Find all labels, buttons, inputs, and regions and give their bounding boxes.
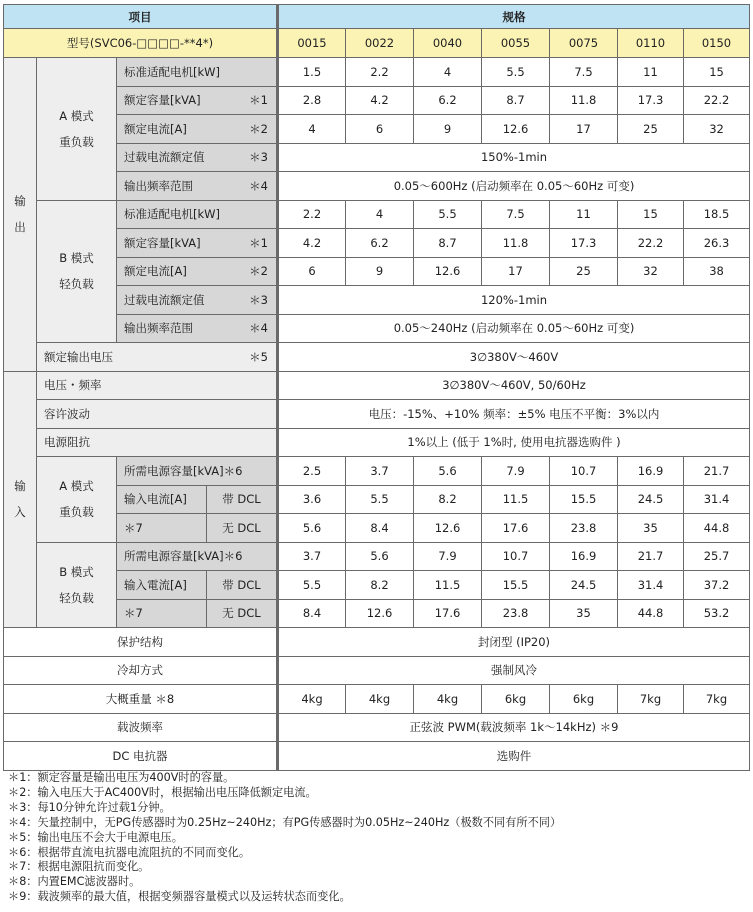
value-cell: 5.5 xyxy=(278,571,346,600)
freq-range-label: 输出频率范围 ＊4 xyxy=(117,172,278,201)
table-row xyxy=(4,371,750,400)
footnote-item: ＊4：矢量控制中，无PG传感器时为0.25Hz~240Hz；有PG传感器时为0.05Hz~240Hz（极数不同有所不同） xyxy=(8,815,562,829)
value-cell: 31.4 xyxy=(618,571,684,600)
input-mode-label: B 模式 轻负载 xyxy=(37,542,117,628)
value-cell: 5.6 xyxy=(278,514,346,543)
footnotes xyxy=(8,771,561,905)
footnote-marker: ＊5 xyxy=(249,349,268,364)
value-cell: 4.2 xyxy=(346,86,414,115)
value-cell: 11 xyxy=(550,200,618,229)
value-cell: 17 xyxy=(550,115,618,144)
footnote-marker: ＊2 xyxy=(249,121,268,136)
table-row xyxy=(4,656,750,685)
output-mode-label: B 模式 轻负载 xyxy=(37,200,117,343)
output-row-label: 额定电流[A] ＊2 xyxy=(117,257,278,286)
value-cell: 11.5 xyxy=(414,571,482,600)
freq-range-value: 0.05～600Hz (启动频率在 0.05～60Hz 可变) xyxy=(278,172,750,201)
table-row xyxy=(4,400,750,429)
dcl-without-label: 无 DCL xyxy=(207,514,278,543)
value-cell: 18.5 xyxy=(684,200,750,229)
footnote-marker: ＊7 xyxy=(117,599,207,628)
footnote-marker: ＊1 xyxy=(249,93,268,108)
value-cell: 5.6 xyxy=(414,457,482,486)
value-cell: 2.2 xyxy=(278,200,346,229)
model-code: 0022 xyxy=(346,29,414,58)
value-cell: 2.2 xyxy=(346,58,414,87)
table-row xyxy=(4,58,750,87)
weight-label: 大概重量 ＊8 xyxy=(4,685,278,714)
dcl-with-label: 带 DCL xyxy=(207,571,278,600)
value-cell: 5.6 xyxy=(346,542,414,571)
value-cell: 11.5 xyxy=(482,485,550,514)
table-row xyxy=(4,713,750,742)
value-cell: 11.8 xyxy=(482,229,550,258)
dcl-without-label: 无 DCL xyxy=(207,599,278,628)
cooling-value: 强制风冷 xyxy=(278,656,750,685)
value-cell: 15 xyxy=(618,200,684,229)
output-group-label: 输 出 xyxy=(4,58,37,372)
output-row-label: 额定容量[kVA] ＊1 xyxy=(117,229,278,258)
value-cell: 7.9 xyxy=(482,457,550,486)
weight-value: 4kg xyxy=(278,685,346,714)
table-row xyxy=(4,343,750,372)
rated-voltage-value: 3∅380V～460V xyxy=(278,343,750,372)
model-label: 型号(SVC06-□□□□-**4*) xyxy=(4,29,278,58)
value-cell: 22.2 xyxy=(684,86,750,115)
value-cell: 16.9 xyxy=(618,457,684,486)
table-row xyxy=(4,5,750,29)
value-cell: 44.8 xyxy=(618,599,684,628)
model-code: 0075 xyxy=(550,29,618,58)
value-cell: 35 xyxy=(618,514,684,543)
value-cell: 37.2 xyxy=(684,571,750,600)
table-row xyxy=(4,29,750,58)
footnote-marker: ＊2 xyxy=(249,264,268,279)
dc-reactor-value: 选购件 xyxy=(278,742,750,771)
value-cell: 17.6 xyxy=(414,599,482,628)
value-cell: 22.2 xyxy=(618,229,684,258)
weight-value: 7kg xyxy=(684,685,750,714)
footnote-marker: ＊1 xyxy=(249,235,268,250)
table-row xyxy=(4,457,750,486)
dc-reactor-label: DC 电抗器 xyxy=(4,742,278,771)
value-cell: 21.7 xyxy=(618,542,684,571)
value-cell: 17.3 xyxy=(550,229,618,258)
table-row xyxy=(4,628,750,657)
value-cell: 8.4 xyxy=(278,599,346,628)
overload-value: 150%-1min xyxy=(278,143,750,172)
output-mode-label: A 模式 重负载 xyxy=(37,58,117,201)
value-cell: 7.5 xyxy=(482,200,550,229)
value-cell: 10.7 xyxy=(482,542,550,571)
freq-range-value: 0.05～240Hz (启动频率在 0.05～60Hz 可变) xyxy=(278,314,750,343)
value-cell: 5.5 xyxy=(482,58,550,87)
rated-voltage-label: 额定输出电压 ＊5 xyxy=(37,343,278,372)
value-cell: 17.3 xyxy=(618,86,684,115)
value-cell: 53.2 xyxy=(684,599,750,628)
value-cell: 15.5 xyxy=(482,571,550,600)
input-current-label: 输入电流[A] xyxy=(117,485,207,514)
value-cell: 8.2 xyxy=(414,485,482,514)
value-cell: 4 xyxy=(414,58,482,87)
footnote-item: ＊7：根据电源阻抗而变化。 xyxy=(8,860,150,874)
table-row xyxy=(4,542,750,571)
value-cell: 44.8 xyxy=(684,514,750,543)
overload-label: 过载电流额定值 ＊3 xyxy=(117,143,278,172)
value-cell: 6 xyxy=(278,257,346,286)
value-cell: 5.5 xyxy=(414,200,482,229)
footnote-item: ＊3：每10分钟允许过载1分钟。 xyxy=(8,800,171,814)
value-cell: 10.7 xyxy=(550,457,618,486)
fluctuation-value: 电压：-15%、+10% 频率：±5% 电压不平衡：3%以内 xyxy=(278,400,750,429)
weight-value: 7kg xyxy=(618,685,684,714)
value-cell: 25 xyxy=(550,257,618,286)
model-code: 0150 xyxy=(684,29,750,58)
value-cell: 12.6 xyxy=(482,115,550,144)
output-row-label: 额定容量[kVA] ＊1 xyxy=(117,86,278,115)
value-cell: 8.7 xyxy=(482,86,550,115)
value-cell: 3.7 xyxy=(346,457,414,486)
value-cell: 3.6 xyxy=(278,485,346,514)
table-body xyxy=(4,5,750,771)
value-cell: 8.2 xyxy=(346,571,414,600)
footnote-item: ＊9：载波频率的最大值，根据变频器容量模式以及运转状态而变化。 xyxy=(8,890,351,904)
value-cell: 35 xyxy=(550,599,618,628)
footnote-marker: ＊3 xyxy=(249,292,268,307)
footnote-item: ＊8：内置EMC滤波器时。 xyxy=(8,875,141,889)
value-cell: 1.5 xyxy=(278,58,346,87)
table-row xyxy=(4,742,750,771)
value-cell: 17 xyxy=(482,257,550,286)
value-cell: 12.6 xyxy=(414,257,482,286)
value-cell: 26.3 xyxy=(684,229,750,258)
value-cell: 4.2 xyxy=(278,229,346,258)
value-cell: 11 xyxy=(618,58,684,87)
table-row xyxy=(4,685,750,714)
protection-label: 保护结构 xyxy=(4,628,278,657)
value-cell: 32 xyxy=(618,257,684,286)
value-cell: 8.7 xyxy=(414,229,482,258)
value-cell: 4 xyxy=(278,115,346,144)
impedance-value: 1%以上 (低于 1%时, 使用电抗器选购件 ) xyxy=(278,428,750,457)
value-cell: 17.6 xyxy=(482,514,550,543)
value-cell: 23.8 xyxy=(482,599,550,628)
input-voltage-value: 3∅380V～460V, 50/60Hz xyxy=(278,371,750,400)
value-cell: 5.5 xyxy=(346,485,414,514)
model-code: 0040 xyxy=(414,29,482,58)
carrier-frequency-value: 正弦波 PWM(载波频率 1k～14kHz) ＊9 xyxy=(278,713,750,742)
value-cell: 24.5 xyxy=(550,571,618,600)
protection-value: 封闭型 (IP20) xyxy=(278,628,750,657)
value-cell: 4 xyxy=(346,200,414,229)
overload-value: 120%-1min xyxy=(278,286,750,315)
table-row xyxy=(4,200,750,229)
footnote-marker: ＊7 xyxy=(117,514,207,543)
footnote-item: ＊6：根据带直流电抗器电流阻抗的不同而变化。 xyxy=(8,845,251,859)
carrier-frequency-label: 载波频率 xyxy=(4,713,278,742)
value-cell: 2.5 xyxy=(278,457,346,486)
footnote-item: ＊5：输出电压不会大于电源电压。 xyxy=(8,830,183,844)
impedance-label: 电源阻抗 xyxy=(37,428,278,457)
value-cell: 6 xyxy=(346,115,414,144)
table-row xyxy=(4,428,750,457)
footnote-item: ＊2：输入电压大于AC400V时，根据输出电压降低额定电流。 xyxy=(8,785,317,799)
value-cell: 38 xyxy=(684,257,750,286)
dcl-with-label: 带 DCL xyxy=(207,485,278,514)
overload-label: 过载电流额定值 ＊3 xyxy=(117,286,278,315)
header-item: 项目 xyxy=(4,5,278,29)
power-capacity-label: 所需电源容量[kVA]＊6 xyxy=(117,542,278,571)
value-cell: 12.6 xyxy=(414,514,482,543)
fluctuation-label: 容许波动 xyxy=(37,400,278,429)
value-cell: 3.7 xyxy=(278,542,346,571)
value-cell: 9 xyxy=(414,115,482,144)
input-voltage-label: 电压・频率 xyxy=(37,371,278,400)
value-cell: 7.5 xyxy=(550,58,618,87)
value-cell: 23.8 xyxy=(550,514,618,543)
value-cell: 21.7 xyxy=(684,457,750,486)
freq-range-label: 输出频率范围 ＊4 xyxy=(117,314,278,343)
weight-value: 6kg xyxy=(482,685,550,714)
input-group-label: 输 入 xyxy=(4,371,37,628)
footnote-marker: ＊3 xyxy=(249,150,268,165)
value-cell: 6.2 xyxy=(414,86,482,115)
power-capacity-label: 所需电源容量[kVA]＊6 xyxy=(117,457,278,486)
value-cell: 16.9 xyxy=(550,542,618,571)
value-cell: 11.8 xyxy=(550,86,618,115)
header-spec: 规格 xyxy=(278,5,750,29)
weight-value: 4kg xyxy=(414,685,482,714)
footnote-marker: ＊4 xyxy=(249,178,268,193)
value-cell: 15.5 xyxy=(550,485,618,514)
value-cell: 25 xyxy=(618,115,684,144)
value-cell: 6.2 xyxy=(346,229,414,258)
value-cell: 31.4 xyxy=(684,485,750,514)
output-row-label: 额定电流[A] ＊2 xyxy=(117,115,278,144)
value-cell: 15 xyxy=(684,58,750,87)
value-cell: 12.6 xyxy=(346,599,414,628)
weight-value: 4kg xyxy=(346,685,414,714)
model-code: 0015 xyxy=(278,29,346,58)
value-cell: 8.4 xyxy=(346,514,414,543)
model-code: 0110 xyxy=(618,29,684,58)
weight-value: 6kg xyxy=(550,685,618,714)
output-row-label: 标准适配电机[kW] xyxy=(117,200,278,229)
value-cell: 32 xyxy=(684,115,750,144)
value-cell: 24.5 xyxy=(618,485,684,514)
cooling-label: 冷却方式 xyxy=(4,656,278,685)
value-cell: 25.7 xyxy=(684,542,750,571)
input-mode-label: A 模式 重负载 xyxy=(37,457,117,543)
spec-table xyxy=(3,4,750,771)
model-code: 0055 xyxy=(482,29,550,58)
footnote-marker: ＊4 xyxy=(249,321,268,336)
footnote-item: ＊1：额定容量是输出电压为400V时的容量。 xyxy=(8,771,235,784)
output-row-label: 标准适配电机[kW] xyxy=(117,58,278,87)
value-cell: 2.8 xyxy=(278,86,346,115)
value-cell: 7.9 xyxy=(414,542,482,571)
input-current-label: 输入電流[A] xyxy=(117,571,207,600)
value-cell: 9 xyxy=(346,257,414,286)
